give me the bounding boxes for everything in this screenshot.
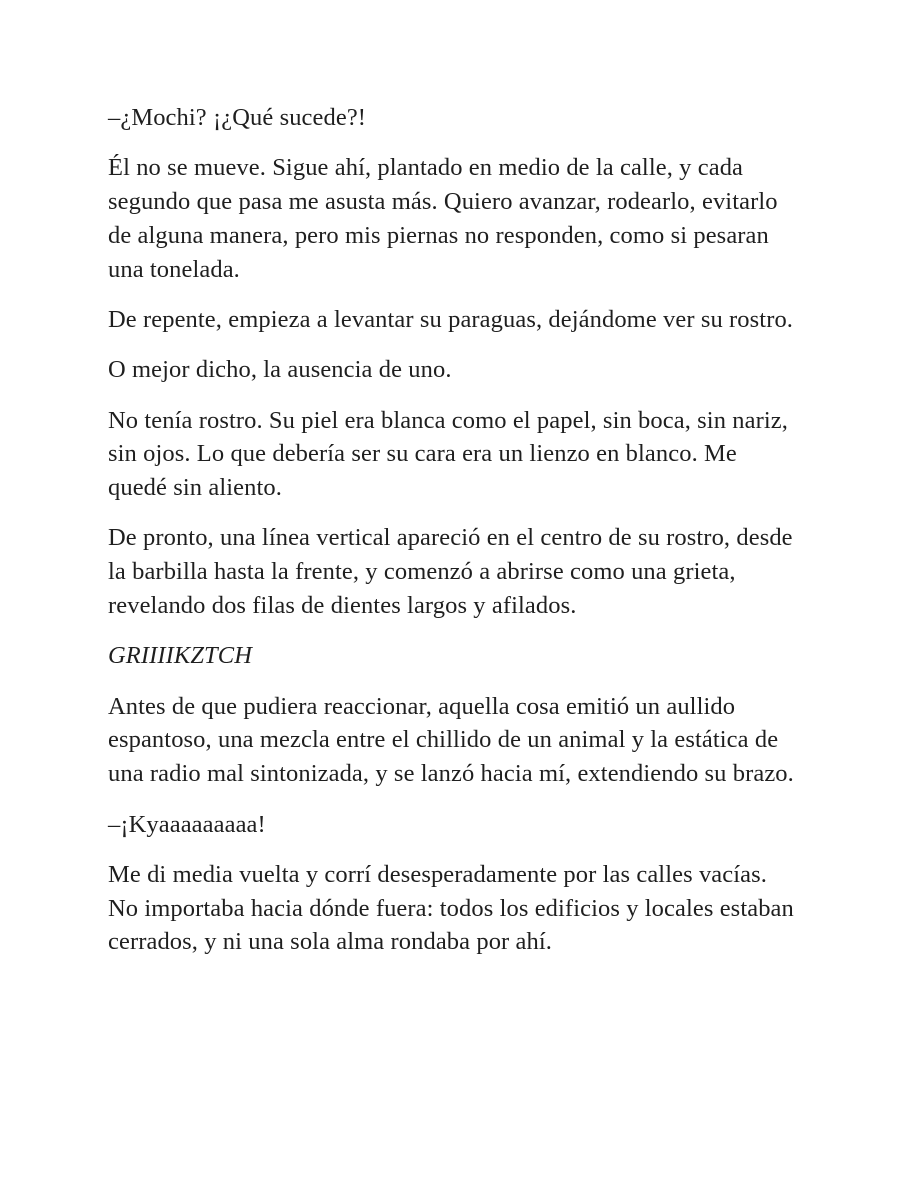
- paragraph-he-does-not-move: Él no se mueve. Sigue ahí, plantado en medio de la calle, y cada segundo que pasa me asusta más. Quiero avanzar, rodearlo, evitarlo de alguna manera, pero mis piernas no responden, como si pesaran una tonelada.: [108, 154, 778, 283]
- paragraph-vertical-line: De pronto, una línea vertical apareció en el centro de su rostro, desde la barbilla hasta la frente, y comenzó a abrirse como una grieta, revelando dos filas de dientes largos y afilados.: [108, 524, 793, 620]
- paragraph-dialogue-scream: –¡Kyaaaaaaaaa!: [108, 810, 266, 838]
- paragraph-absence-of-face: O mejor dicho, la ausencia de uno.: [108, 356, 452, 384]
- paragraph-dialogue-mochi: –¿Mochi? ¡¿Qué sucede?!: [108, 104, 367, 131]
- paragraph-howl: Antes de que pudiera reaccionar, aquella cosa emitió un aullido espantoso, una mezcla entre el chillido de un animal y la estática de una radio mal sintonizada, y se lanzó hacia mí, extendiendo su brazo.: [108, 692, 794, 788]
- paragraph-running-away: Me di media vuelta y corrí desesperadamente por las calles vacías. No importaba hacia dónde fuera: todos los edificios y locales estaban cerrados, y ni una sola alma rondaba por ahí.: [108, 860, 794, 956]
- paragraph-raises-umbrella: De repente, empieza a levantar su paraguas, dejándome ver su rostro.: [108, 305, 794, 333]
- paragraph-sound-effect: GRIIIIKZTCH: [108, 642, 253, 670]
- paragraph-no-face: No tenía rostro. Su piel era blanca como el papel, sin boca, sin nariz, sin ojos. Lo que debería ser su cara era un lienzo en blanco. Me quedé sin aliento.: [108, 406, 788, 502]
- document-body: [108, 101, 798, 976]
